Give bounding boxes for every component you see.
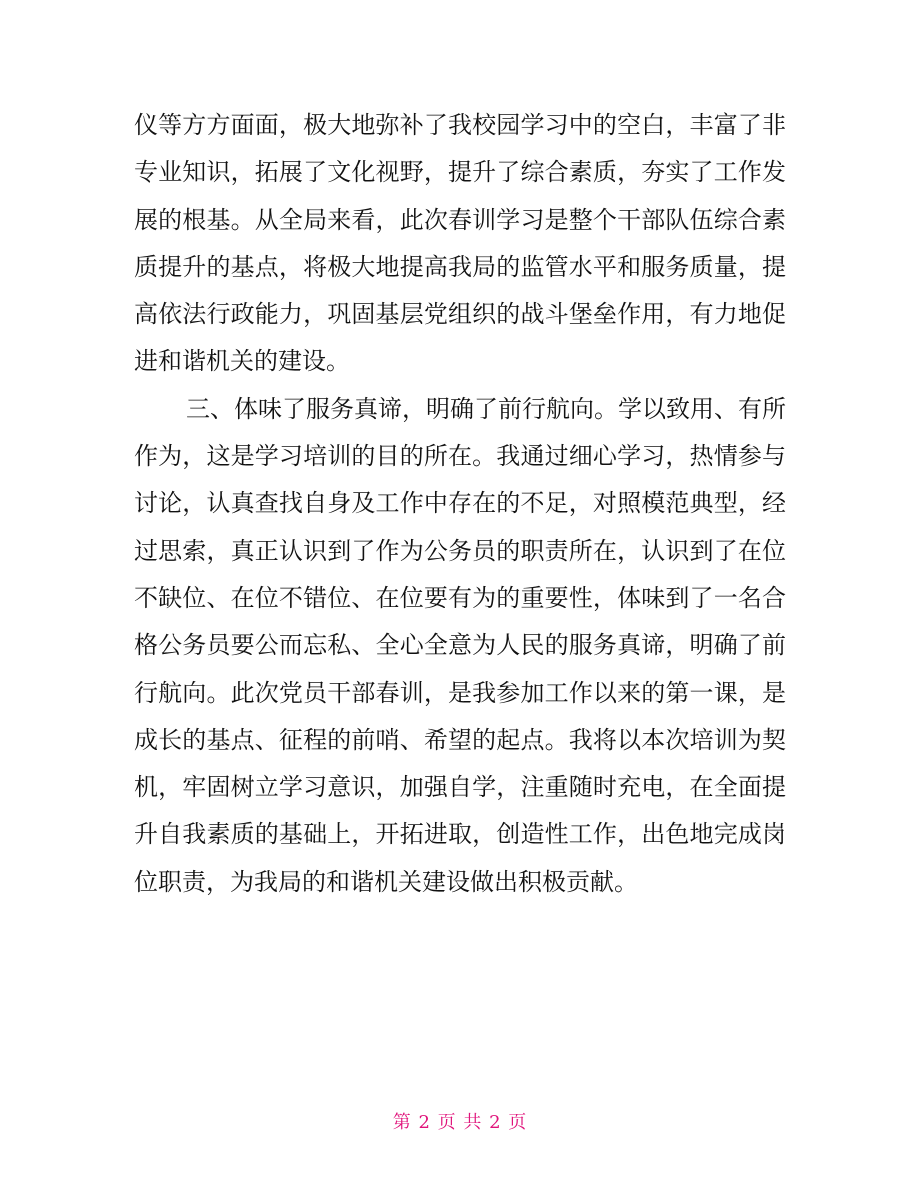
text-line: 过思索，真正认识到了作为公务员的职责所在，认识到了在位 [134,536,786,565]
page-number-footer: 第 2 页 共 2 页 [392,1112,528,1133]
text-line: 讨论，认真查找自身及工作中存在的不足，对照模范典型，经 [134,489,786,518]
text-line: 机，牢固树立学习意识，加强自学，注重随时充电，在全面提 [134,773,786,802]
text-line: 仪等方方面面，极大地弥补了我校园学习中的空白，丰富了非 [134,111,786,139]
text-line: 不缺位、在位不错位、在位要有为的重要性，体味到了一名合 [134,583,786,612]
text-line: 格公务员要公而忘私、全心全意为人民的服务真谛，明确了前 [134,631,786,660]
text-line: 行航向。此次党员干部春训，是我参加工作以来的第一课，是 [134,678,786,707]
text-line: 作为，这是学习培训的目的所在。我通过细心学习，热情参与 [134,442,786,471]
text-line: 成长的基点、征程的前哨、希望的起点。我将以本次培训为契 [134,725,786,754]
text-line: 进和谐机关的建设。 [134,347,350,376]
body-text [134,102,786,906]
section-heading-line: 三、体味了服务真谛，明确了前行航向。学以致用、有所 [186,394,786,423]
text-line: 升自我素质的基础上，开拓进取，创造性工作，出色地完成岗 [134,820,786,849]
text-line: 位职责，为我局的和谐机关建设做出积极贡献。 [134,867,638,896]
text-line: 展的根基。从全局来看，此次春训学习是整个干部队伍综合素 [134,205,786,234]
text-line: 专业知识，拓展了文化视野，提升了综合素质，夯实了工作发 [134,158,786,187]
text-line: 质提升的基点，将极大地提高我局的监管水平和服务质量，提 [134,252,786,281]
text-line: 高依法行政能力，巩固基层党组织的战斗堡垒作用，有力地促 [134,300,786,329]
